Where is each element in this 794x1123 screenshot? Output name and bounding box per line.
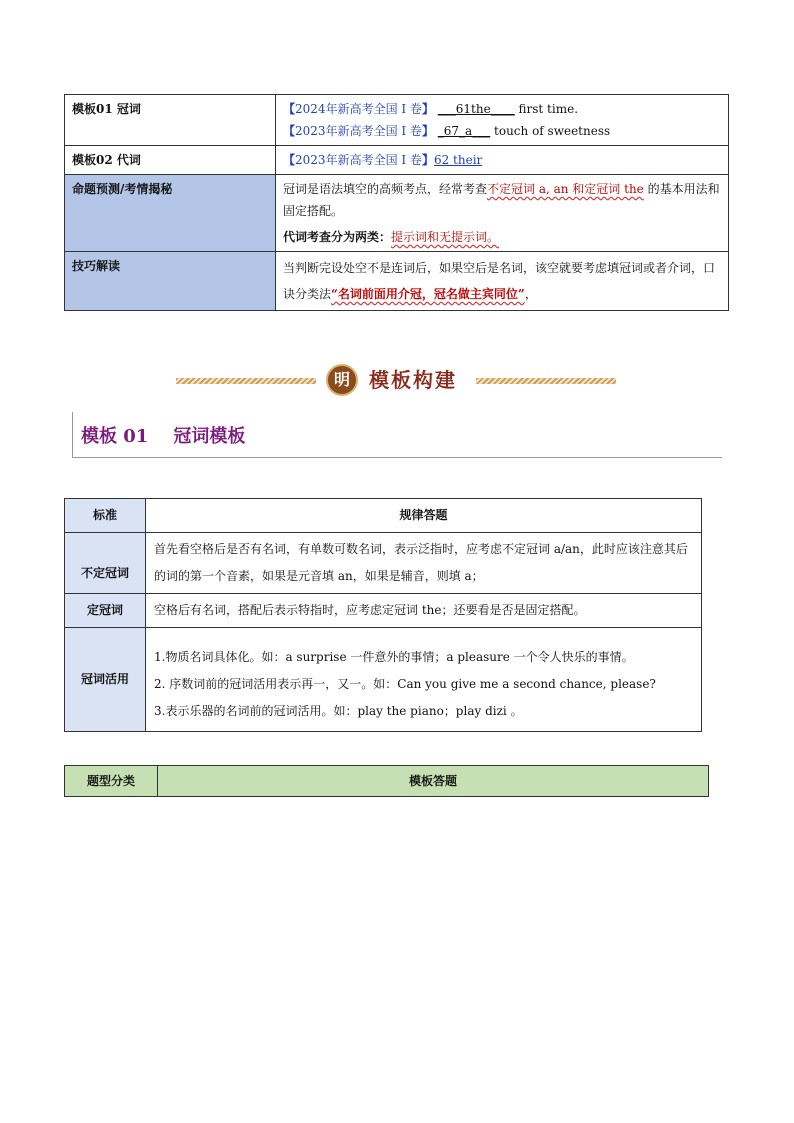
rules-table <box>64 498 702 732</box>
row-label: 冠词活用 <box>65 628 146 732</box>
column-header: 模板答题 <box>158 766 709 797</box>
table-row <box>65 95 729 146</box>
table-header-row <box>65 499 702 533</box>
summary-table <box>64 94 729 311</box>
list-item: 1.物质名词具体化。如：a surprise 一件意外的事情；a pleasure 一个令人快乐的事情。 <box>154 650 634 664</box>
row-content: 冠词是语法填空的高频考点，经常考查不定冠词 a, an 和定冠词 the 的基本用法和固定搭配。 代词考查分为两类：提示词和无提示词。 <box>276 175 729 252</box>
row-content: 空格后有名词，搭配后表示特指时，应考虑定冠词 the；还要看是否是固定搭配。 <box>146 594 702 628</box>
banner-title: 模板构建 <box>369 368 457 392</box>
column-header: 题型分类 <box>65 766 158 797</box>
row-content: 当判断完设处空不是连词后，如果空后是名词，该空就要考虑填冠词或者介词，口诀分类法“名词前面用介冠，冠名做主宾同位”， <box>276 252 729 311</box>
table-header-row <box>65 766 709 797</box>
row-content <box>146 628 702 732</box>
table-row <box>65 533 702 594</box>
highlight-text: 提示词和无提示词。 <box>391 230 500 244</box>
row-content <box>276 95 729 146</box>
row-label: 模板02 代词 <box>65 146 276 175</box>
answer: 62 their <box>433 153 483 167</box>
table-row <box>65 594 702 628</box>
row-label: 技巧解读 <box>65 252 276 311</box>
banner-seal-icon: 明 <box>326 364 358 396</box>
row-label: 模板01 冠词 <box>65 95 276 146</box>
row-label: 不定冠词 <box>65 533 146 594</box>
highlight-text: “名词前面用介冠，冠名做主宾同位” <box>331 287 525 301</box>
template-table <box>64 765 709 797</box>
exam-reference: 【2024年新高考全国 I 卷】 ___61the____ first time. <box>283 102 579 116</box>
table-row <box>65 175 729 252</box>
list-item: 2. 序数词前的冠词活用表示再一，又一。如：Can you give me a second chance, please? <box>154 677 656 691</box>
row-content: 【2023年新高考全国 I 卷】62 their <box>276 146 729 175</box>
banner-decoration-right <box>476 378 616 384</box>
answer: _67_a___ <box>437 124 491 138</box>
list-item: 3.表示乐器的名词前的冠词活用。如：play the piano；play dizi 。 <box>154 704 523 718</box>
row-label: 定冠词 <box>65 594 146 628</box>
column-header: 标准 <box>65 499 146 533</box>
column-header: 规律答题 <box>146 499 702 533</box>
row-label: 命题预测/考情揭秘 <box>65 175 276 252</box>
answer: ___61the____ <box>437 102 515 116</box>
banner-decoration-left <box>176 378 316 384</box>
section-title: 模板 01 冠词模板 <box>81 426 246 447</box>
highlight-text: 不定冠词 a, an 和定冠词 the <box>487 182 644 196</box>
table-row <box>65 146 729 175</box>
table-row <box>65 252 729 311</box>
section-heading <box>72 412 722 458</box>
section-banner <box>176 362 616 400</box>
exam-reference: 【2023年新高考全国 I 卷】 _67_a___ touch of sweetness <box>283 124 611 138</box>
row-content: 首先看空格后是否有名词，有单数可数名词，表示泛指时，应考虑不定冠词 a/an，此时应该注意其后的词的第一个音素，如果是元音填 an，如果是辅音，则填 a； <box>146 533 702 594</box>
table-row <box>65 628 702 732</box>
